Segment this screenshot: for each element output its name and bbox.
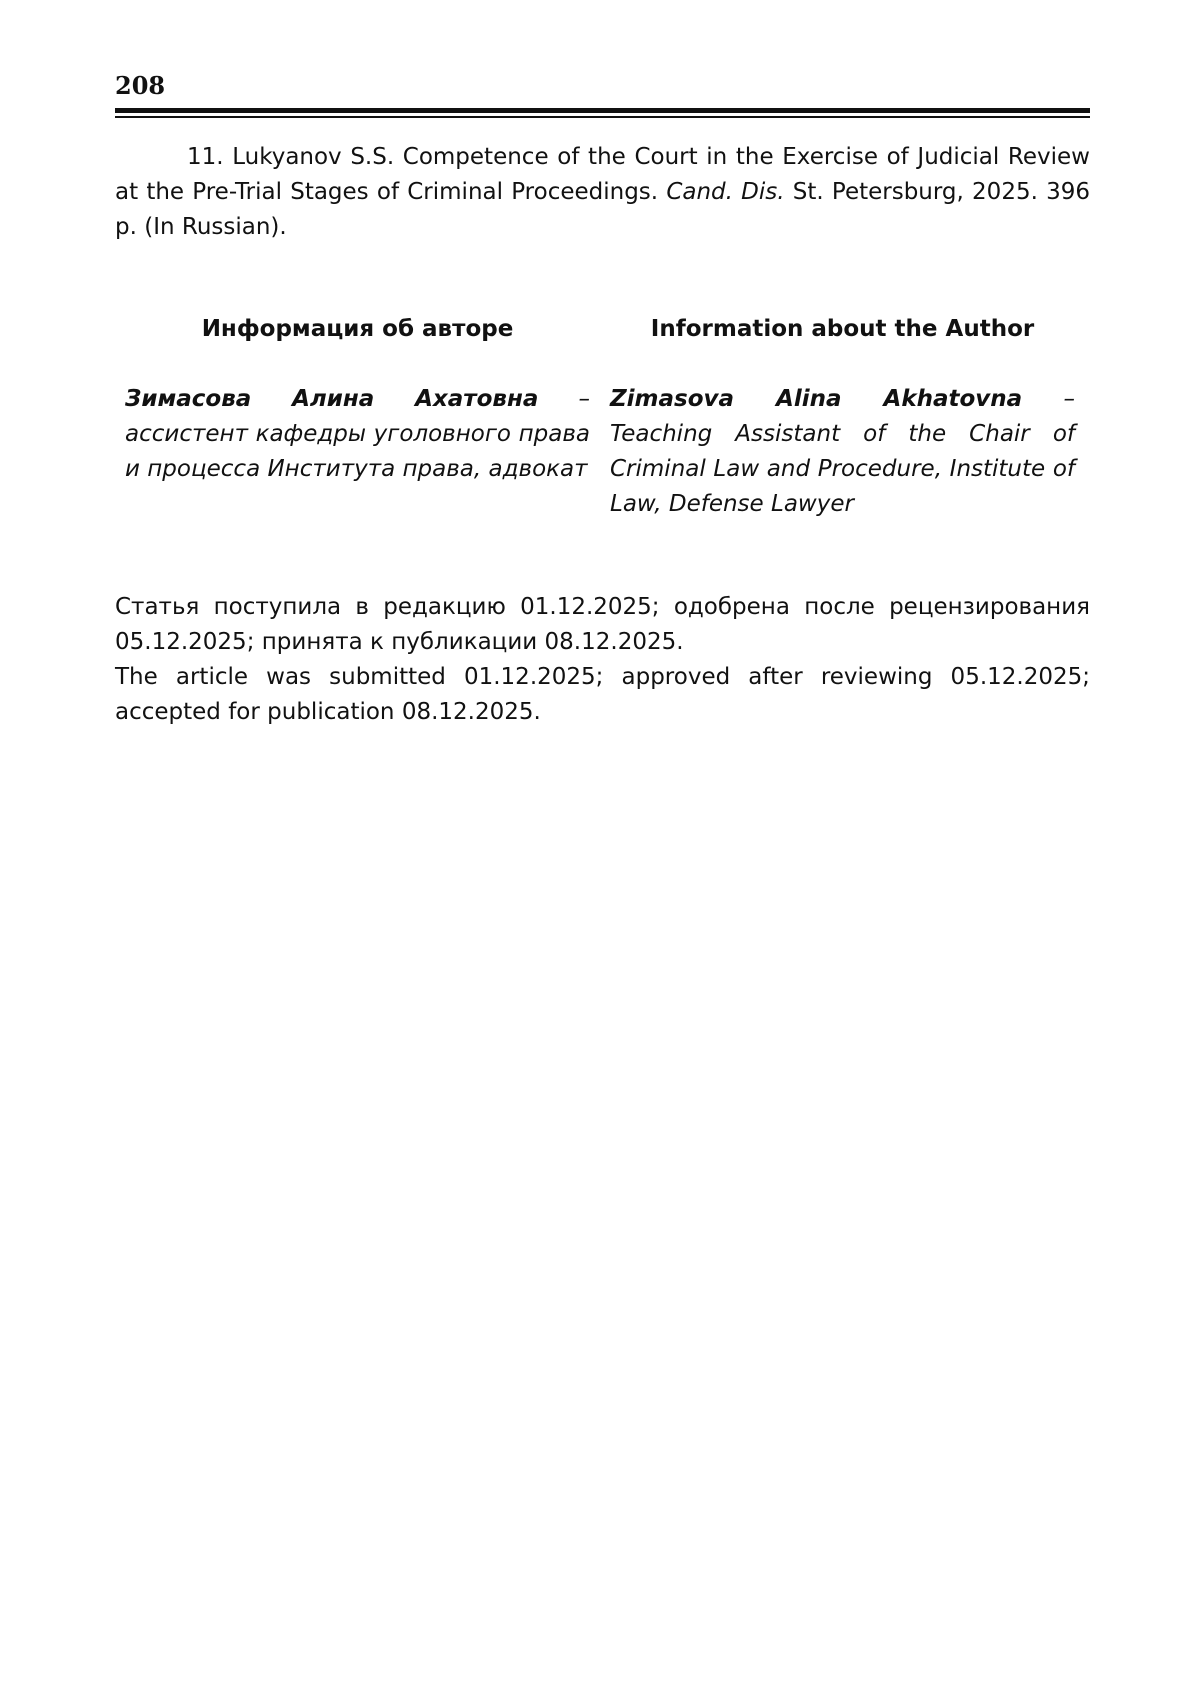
reference-entry	[115, 140, 1090, 245]
page-number: 208	[115, 71, 166, 100]
article-dates-ru: Статья поступила в редакцию 01.12.2025; одобрена после рецензирования 05.12.2025; принята к публикации 08.12.2025.	[115, 594, 1090, 655]
author-info-en	[610, 382, 1075, 522]
header-rule-thick	[115, 108, 1090, 113]
author-name-ru: Зимасова Алина Ахатовна	[125, 386, 539, 412]
reference-tail: St. Petersburg, 2025. 396 p. (In Russian).	[115, 179, 1090, 240]
header-rule-thin	[115, 116, 1090, 118]
article-dates	[115, 590, 1090, 730]
article-dates-en: The article was submitted 01.12.2025; approved after reviewing 05.12.2025; accepted for publication 08.12.2025.	[115, 664, 1090, 725]
author-heading-en: Information about the Author	[650, 316, 1035, 342]
author-name-en: Zimasova Alina Akhatovna	[610, 386, 1023, 412]
author-heading-ru: Информация об авторе	[201, 316, 514, 342]
reference-italic: Cand. Dis.	[666, 179, 785, 205]
author-description-en: – Teaching Assistant of the Chair of Criminal Law and Procedure, Institute of Law, Defense Lawyer	[610, 386, 1076, 517]
reference-text: 11. Lukyanov S.S. Competence of the Court in the Exercise of Judicial Review at the Pre-Trial Stages of Criminal Proceedings.	[115, 144, 1090, 205]
author-description-ru: – ассистент кафедры уголовного права и процесса Института права, адвокат	[125, 386, 591, 482]
author-info-ru	[125, 382, 590, 487]
